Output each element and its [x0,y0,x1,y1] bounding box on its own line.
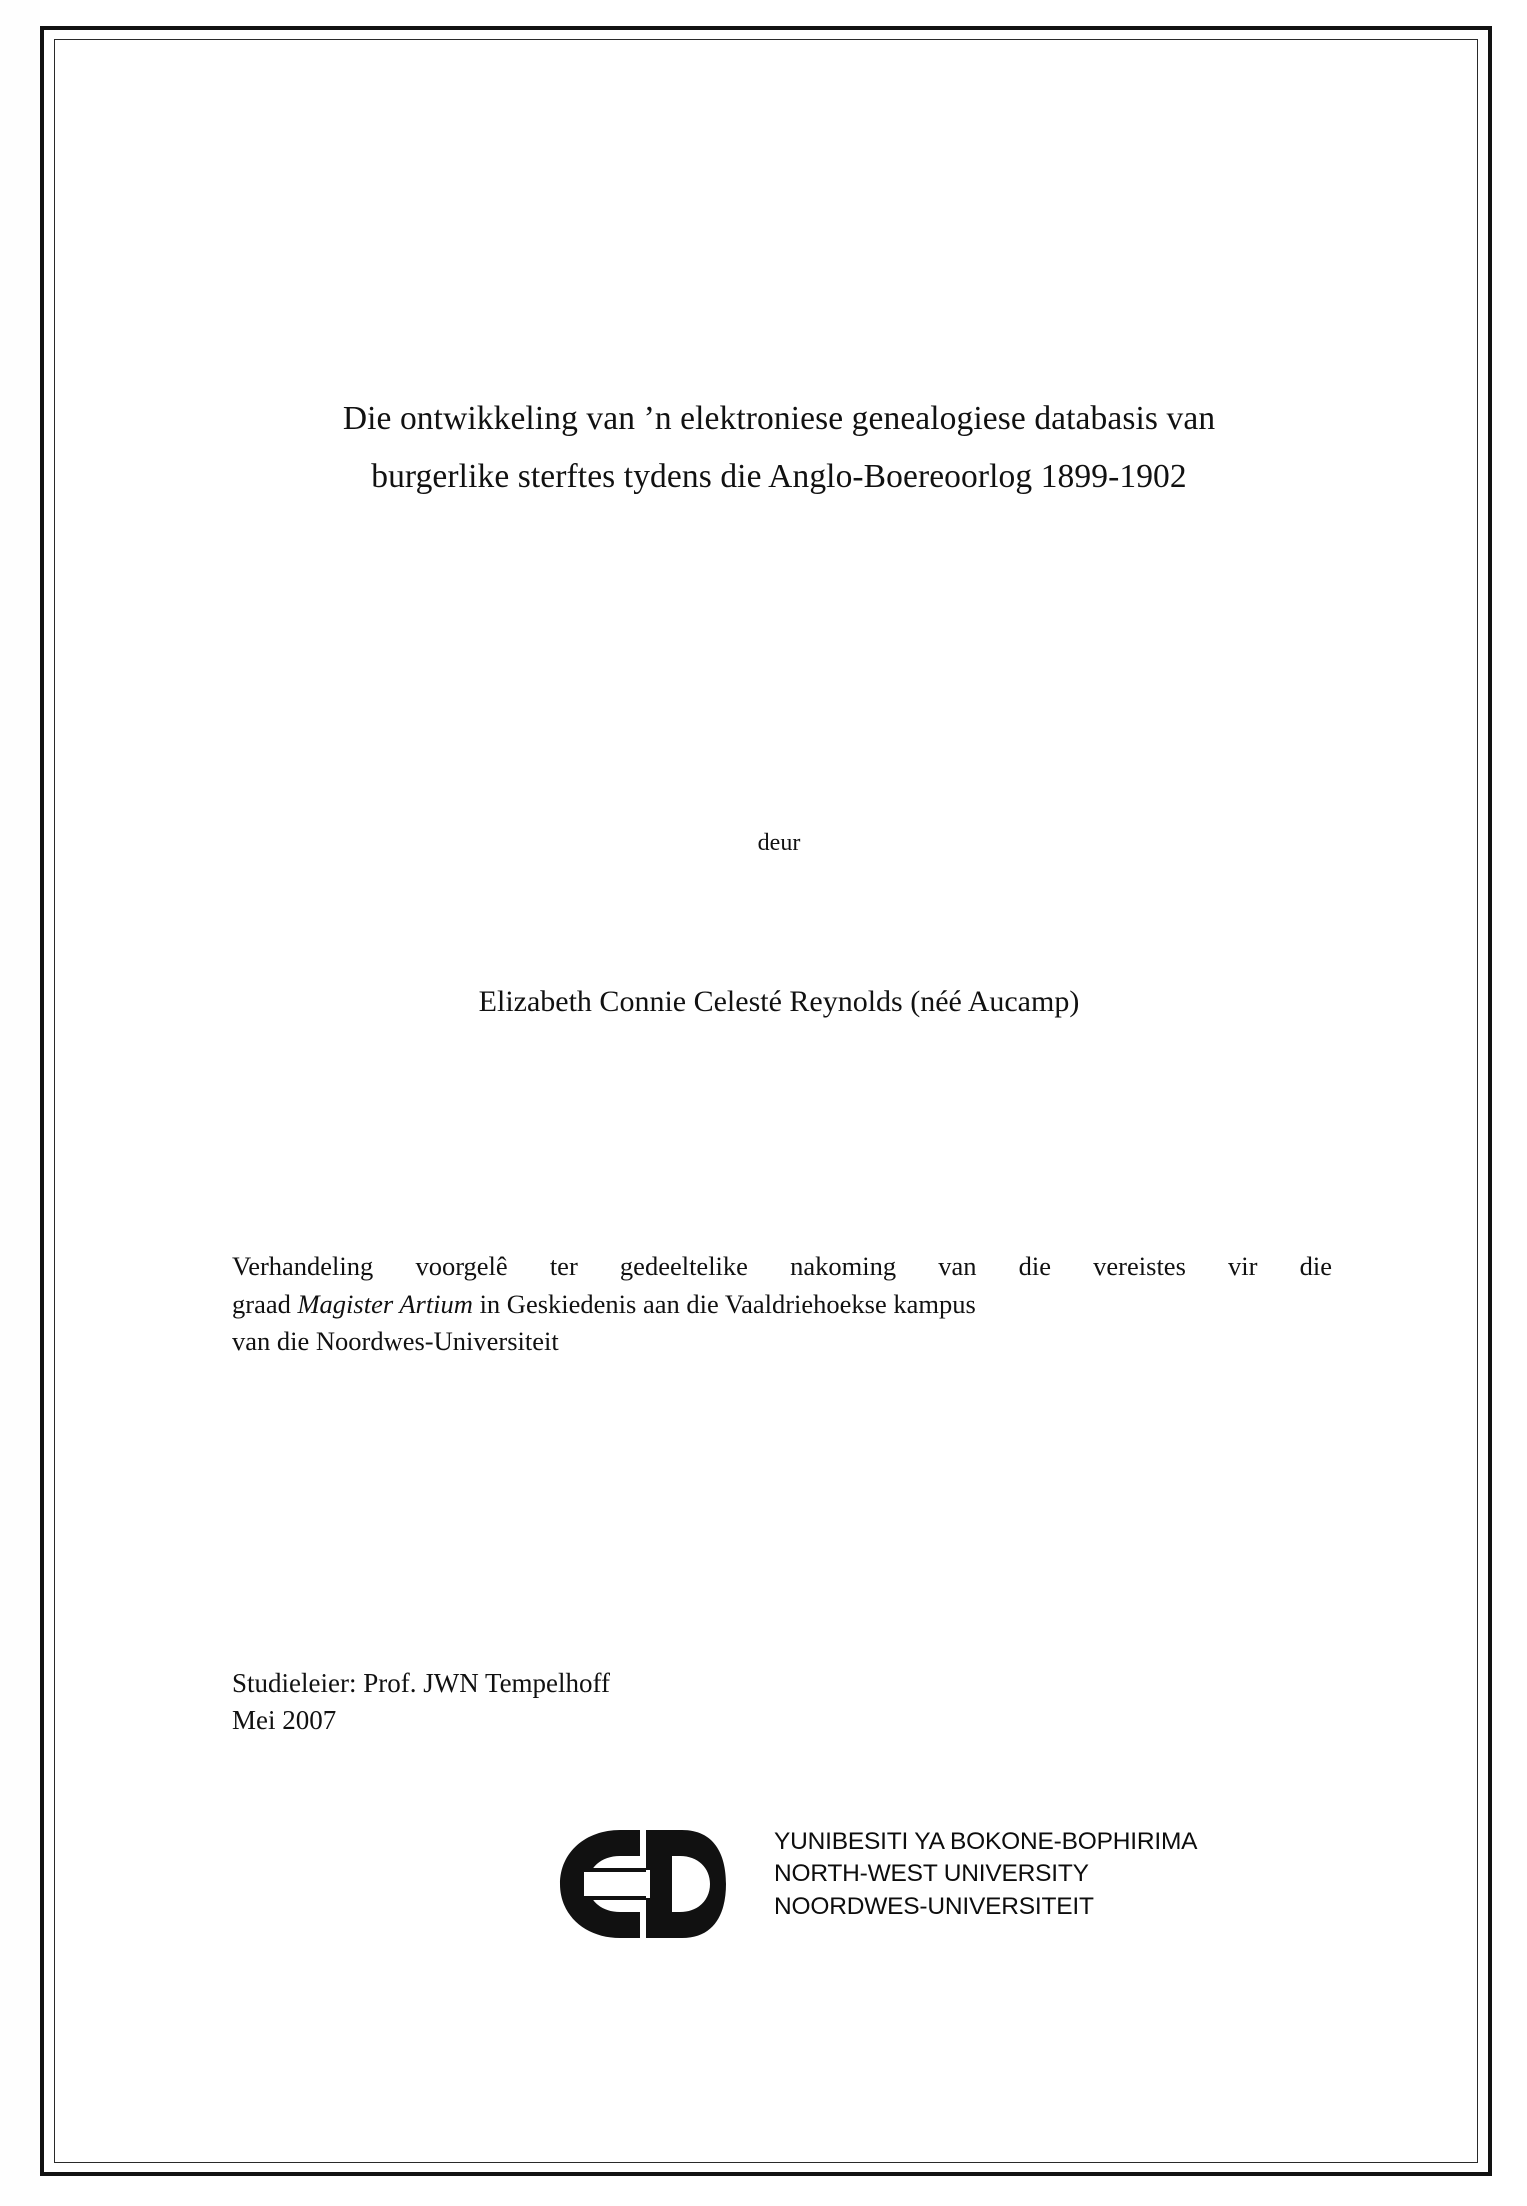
supervisor-line: Studieleier: Prof. JWN Tempelhoff [232,1668,611,1698]
logo-text-line-2: NORTH-WEST UNIVERSITY [774,1860,1089,1888]
degree-name: Magister Artium [297,1288,473,1319]
author-name: Elizabeth Connie Celesté Reynolds (néé Aucamp) [478,985,1080,1018]
page-title [224,390,1334,505]
statement-line-2-prefix: graad [232,1288,298,1319]
statement-line-3: van die Noordwes-Universiteit [232,1326,559,1357]
university-logo-block [524,1820,1198,1950]
university-logo-text [774,1826,1197,1923]
scan-margin-left [0,0,40,2206]
by-label: deur [757,830,801,856]
statement-line-2-suffix: in Geskiedenis aan die Vaaldriehoekse kampus [472,1288,976,1319]
supervisor-block [232,1665,1232,1740]
north-west-university-logo-icon [554,1828,726,1940]
statement-line-1: Verhandeling voorgelê ter gedeeltelike nakoming van die vereistes vir die [232,1251,1332,1281]
title-line-2: burgerlike sterftes tydens die Anglo-Boereoorlog 1899-1902 [371,457,1187,495]
title-line-1: Die ontwikkeling van ’n elektroniese genealogiese databasis van [342,400,1216,437]
degree-statement [232,1248,1332,1361]
date-line: Mei 2007 [232,1705,337,1736]
page-content [194,30,1364,2172]
page-border-frame [40,26,1492,2176]
statement-line-2 [232,1286,1332,1324]
logo-text-line-1: YUNIBESITI YA BOKONE-BOPHIRIMA [774,1828,1198,1855]
logo-text-line-3: NOORDWES-UNIVERSITEIT [774,1892,1094,1920]
